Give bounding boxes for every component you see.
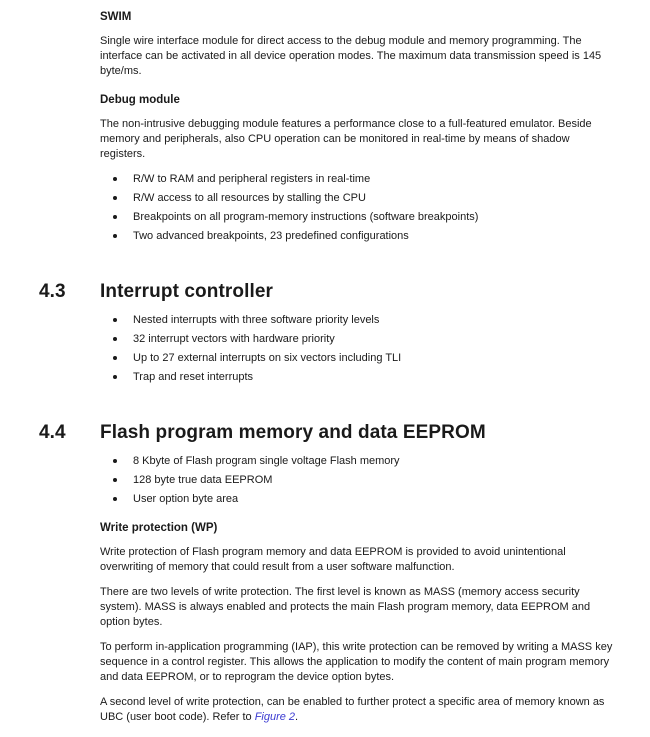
list-item-text: Up to 27 external interrupts on six vectors including TLI xyxy=(133,352,402,364)
swim-heading: SWIM xyxy=(100,11,132,23)
list-item-text: R/W to RAM and peripheral registers in real-time xyxy=(133,173,371,185)
list-item-text: Trap and reset interrupts xyxy=(133,371,254,383)
section-title: Interrupt controller xyxy=(100,281,274,302)
list-item-text: 128 byte true data EEPROM xyxy=(133,474,273,486)
list-item xyxy=(100,454,614,469)
final-paragraph-text: A second level of write protection, can be enabled to further protect a specific area of memory known as UBC (user boot code). Refer to xyxy=(100,696,605,723)
swim-paragraph: Single wire interface module for direct access to the debug module and memory programming. The interface can be activated in all device operation modes. The maximum data transmission speed is 145 byte/ms. xyxy=(100,35,602,77)
bullet-icon xyxy=(113,234,117,238)
list-item-text: R/W access to all resources by stalling the CPU xyxy=(133,192,366,204)
list-item xyxy=(100,313,614,328)
bullet-icon xyxy=(113,356,117,360)
debug-module-bullet-list xyxy=(100,172,614,244)
list-item-text: Two advanced breakpoints, 23 predefined configurations xyxy=(133,230,409,242)
list-item xyxy=(100,370,614,385)
figure-2-link[interactable]: Figure 2 xyxy=(254,711,296,723)
bullet-icon xyxy=(113,459,117,463)
bullet-icon xyxy=(113,337,117,341)
write-protection-final-paragraph xyxy=(100,695,614,725)
list-item-text: Breakpoints on all program-memory instructions (software breakpoints) xyxy=(133,211,479,223)
page-content xyxy=(39,10,614,735)
write-protection-paragraph-1: Write protection of Flash program memory and data EEPROM is provided to avoid unintentional overwriting of memory that could result from a user software malfunction. xyxy=(100,546,566,573)
flash-memory-bullet-list xyxy=(100,454,614,507)
list-item xyxy=(100,492,614,507)
bullet-icon xyxy=(113,375,117,379)
write-protection-paragraph-2: There are two levels of write protection. The first level is known as MASS (memory access security system). MASS is always enabled and protects the main Flash program memory, data EEPROM and option bytes. xyxy=(100,586,591,628)
section-heading-flash-program-memory xyxy=(39,421,614,444)
interrupt-controller-bullet-list xyxy=(100,313,614,385)
list-item-text: User option byte area xyxy=(133,493,239,505)
section-number: 4.4 xyxy=(39,422,66,443)
list-item xyxy=(100,332,614,347)
list-item-text: Nested interrupts with three software priority levels xyxy=(133,314,380,326)
list-item-text: 32 interrupt vectors with hardware priority xyxy=(133,333,335,345)
list-item-text: 8 Kbyte of Flash program single voltage Flash memory xyxy=(133,455,400,467)
bullet-icon xyxy=(113,196,117,200)
list-item xyxy=(100,210,614,225)
list-item xyxy=(100,229,614,244)
list-item xyxy=(100,191,614,206)
bullet-icon xyxy=(113,215,117,219)
section-heading-interrupt-controller xyxy=(39,280,614,303)
bullet-icon xyxy=(113,478,117,482)
list-item xyxy=(100,351,614,366)
section-title: Flash program memory and data EEPROM xyxy=(100,422,486,443)
bullet-icon xyxy=(113,497,117,501)
write-protection-heading: Write protection (WP) xyxy=(100,522,218,534)
list-item xyxy=(100,473,614,488)
bullet-icon xyxy=(113,177,117,181)
list-item xyxy=(100,172,614,187)
debug-module-paragraph: The non-intrusive debugging module features a performance close to a full-featured emulator. Beside memory and peripherals, also CPU operation can be monitored in real-time by means of shadow registers. xyxy=(100,118,592,160)
debug-module-heading: Debug module xyxy=(100,94,180,106)
final-paragraph-period: . xyxy=(295,711,299,723)
write-protection-paragraph-3: To perform in-application programming (IAP), this write protection can be removed by writing a MASS key sequence in a control register. This allows the application to modify the content of main program memory and data EEPROM, or to reprogram the device option bytes. xyxy=(100,641,613,683)
section-number: 4.3 xyxy=(39,281,66,302)
bullet-icon xyxy=(113,318,117,322)
